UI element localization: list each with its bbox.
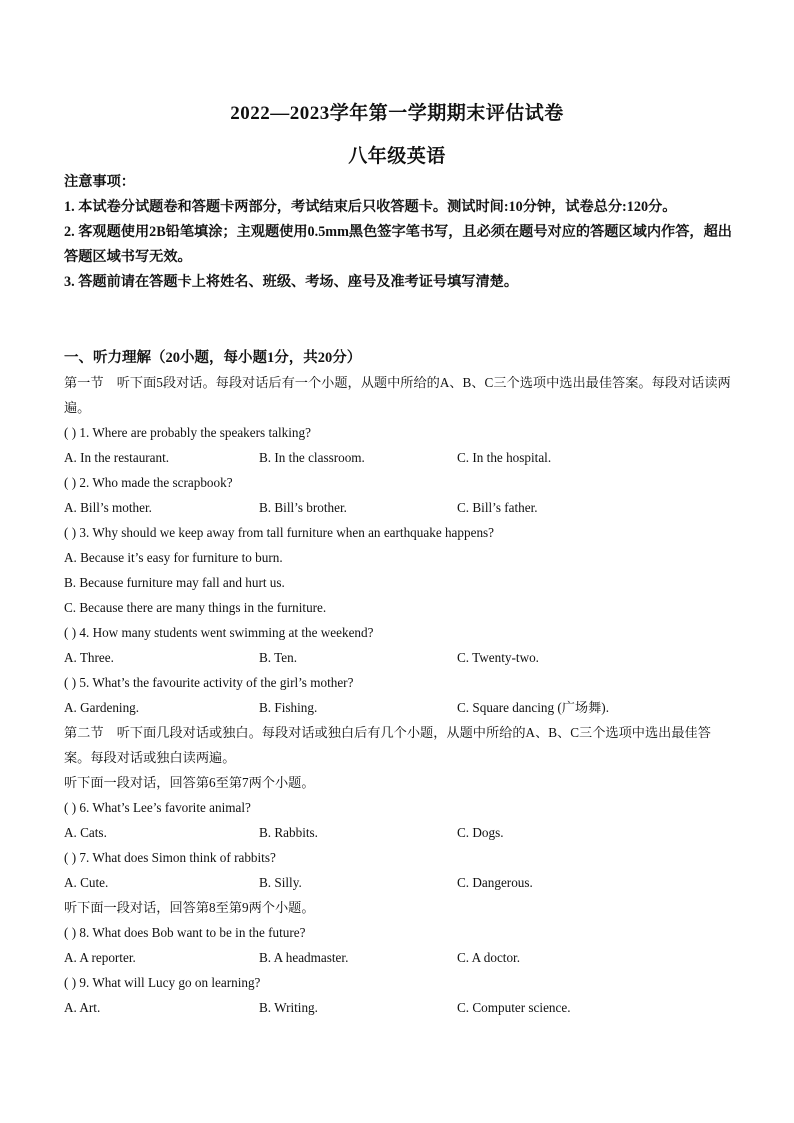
options-row	[64, 820, 732, 845]
question-stem: ( ) 7. What does Simon think of rabbits?	[64, 850, 276, 865]
options-row	[64, 695, 732, 720]
part1-intro: 第一节 听下面5段对话。每段对话后有一个小题，从题中所给的A、B、C三个选项中选出最佳答案。每段对话读两遍。	[64, 375, 731, 415]
option-a: A. Cute.	[64, 875, 109, 890]
option-c: C. Because there are many things in the furniture.	[64, 600, 327, 615]
option-c: C. Dogs.	[457, 825, 504, 840]
part2-intro: 第二节 听下面几段对话或独白。每段对话或独白后有几个小题，从题中所给的A、B、C三个选项中选出最佳答案。每段对话或独白读两遍。	[64, 725, 711, 765]
notice-block	[64, 170, 732, 295]
option-b: B. Because furniture may fall and hurt us.	[64, 575, 285, 590]
option-b: B. Writing.	[259, 1000, 318, 1015]
options-row	[64, 945, 732, 970]
option-b: B. Bill’s brother.	[259, 500, 347, 515]
option-b: B. A headmaster.	[259, 950, 349, 965]
options-row	[64, 495, 732, 520]
option-b: B. Ten.	[259, 650, 298, 665]
question-stem: ( ) 4. How many students went swimming at the weekend?	[64, 625, 374, 640]
question-stem: ( ) 2. Who made the scrapbook?	[64, 475, 233, 490]
option-c: C. Twenty-two.	[457, 650, 539, 665]
options-row	[64, 645, 732, 670]
option-c: C. A doctor.	[457, 950, 521, 965]
option-b: B. Fishing.	[259, 700, 318, 715]
question-stem: ( ) 5. What’s the favourite activity of the girl’s mother?	[64, 675, 354, 690]
option-a: A. In the restaurant.	[64, 450, 170, 465]
notice-heading: 注意事项：	[64, 174, 135, 190]
options-row	[64, 995, 732, 1020]
option-b: B. Silly.	[259, 875, 302, 890]
option-b: B. Rabbits.	[259, 825, 318, 840]
option-a: A. Gardening.	[64, 700, 140, 715]
dialog-note: 听下面一段对话，回答第6至第7两个小题。	[64, 775, 315, 790]
question-stem: ( ) 3. Why should we keep away from tall furniture when an earthquake happens?	[64, 525, 495, 540]
listening-questions	[64, 370, 732, 1020]
notice-item-1: 1. 本试卷分试题卷和答题卡两部分，考试结束后只收答题卡。测试时间:10分钟，试卷总分:120分。	[64, 199, 677, 215]
notice-item-3: 3. 答题前请在答题卡上将姓名、班级、考场、座号及准考证号填写清楚。	[64, 274, 519, 290]
option-a: A. Cats.	[64, 825, 107, 840]
option-a: A. A reporter.	[64, 950, 136, 965]
option-c: C. Dangerous.	[457, 875, 533, 890]
option-c: C. Square dancing (广场舞).	[457, 700, 609, 715]
question-stem: ( ) 1. Where are probably the speakers talking?	[64, 425, 311, 440]
question-stem: ( ) 9. What will Lucy go on learning?	[64, 975, 261, 990]
option-a: A. Three.	[64, 650, 114, 665]
notice-item-2: 2. 客观题使用2B铅笔填涂；主观题使用0.5mm黑色签字笔书写，且必须在题号对应的答题区域内作答，超出答题区域书写无效。	[64, 224, 732, 265]
section-heading-listening: 一、听力理解（20小题，每小题1分，共20分）	[64, 350, 362, 366]
options-row	[64, 445, 732, 470]
question-stem: ( ) 8. What does Bob want to be in the future?	[64, 925, 306, 940]
exam-subtitle: 八年级英语	[348, 146, 446, 167]
option-c: C. In the hospital.	[457, 450, 552, 465]
option-b: B. In the classroom.	[259, 450, 365, 465]
option-c: C. Bill’s father.	[457, 500, 538, 515]
option-a: A. Because it’s easy for furniture to burn.	[64, 550, 283, 565]
option-a: A. Bill’s mother.	[64, 500, 152, 515]
exam-title: 2022—2023学年第一学期期末评估试卷	[230, 103, 564, 124]
option-a: A. Art.	[64, 1000, 101, 1015]
option-c: C. Computer science.	[457, 1000, 571, 1015]
dialog-note: 听下面一段对话，回答第8至第9两个小题。	[64, 900, 315, 915]
options-row	[64, 870, 732, 895]
question-stem: ( ) 6. What’s Lee’s favorite animal?	[64, 800, 251, 815]
